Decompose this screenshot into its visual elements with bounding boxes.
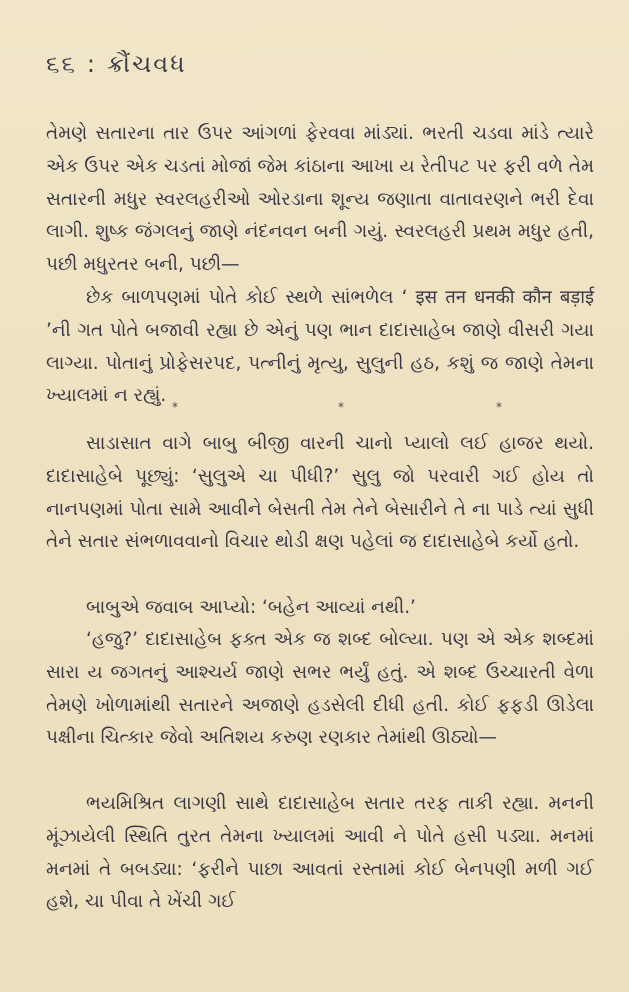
paragraph <box>46 428 594 559</box>
page-number: ૬૬ <box>46 50 77 78</box>
section-break <box>0 400 629 420</box>
paragraph-text: તેમણે સતારના તાર ઉપર આંગળાં ફેરવવા માંડ્યાં. ભરતી ચડવા માંડે ત્યારે એક ઉપર એક ચડતાં મોજાં જેમ કાંઠાના આખા ય રેતીપટ પર ફરી વળે તેમ સતારની મધુર સ્વરલહરીઓ ઓરડાના શૂન્ય જણાતા વાતાવરણને ભરી દેવા લાગી. શુષ્ક જંગલનું જાણે નંદનવન બની ગયું. સ્વરલહરી પ્રથમ મધુર હતી, પછી મધુરતર બની, પછી— <box>46 123 594 276</box>
section-break-star: * <box>338 400 344 414</box>
section-break-star: * <box>172 400 178 414</box>
paragraph <box>46 624 594 755</box>
paragraph-text: બાબુએ જવાબ આપ્યો: ‘બહેન આવ્યાં નથી.’ <box>86 597 416 618</box>
paragraph <box>46 788 594 919</box>
running-title: ક્રૌંચવધ <box>106 50 187 78</box>
paragraph <box>46 592 594 625</box>
page-header <box>46 50 187 78</box>
paragraph <box>46 118 594 282</box>
paragraph-text: ‘હજુ?’ દાદાસાહેબ ફક્ત એક જ શબ્દ બોલ્યા. પણ એ એક શબ્દમાં સારા ય જગતનું આશ્ચર્ય જાણે સભર ભર્યું હતું. એ શબ્દ ઉચ્ચારતી વેળા તેમણે ખોળામાંથી સતારને અજાણે હડસેલી દીધી હતી. કોઈ ફફડી ઊડેલા પક્ષીના ચિત્કાર જેવો અતિશય કરુણ રણકાર તેમાંથી ઊઠ્યો— <box>46 629 594 749</box>
paragraph-text: છેક બાળપણમાં પોતે કોઈ સ્થળે સાંભળેલ ‘ इस तन धनकी कौन बड़ाई ’ની ગત પોતે બજાવી રહ્યા છે એનું પણ ભાન દાદાસાહેબ જાણે વીસરી ગયા લાગ્યા. પોતાનું પ્રોફેસરપદ, પત્નીનું મૃત્યુ, સુલુની હઠ, કશું જ જાણે તેમના ખ્યાલમાં ન રહ્યું. <box>46 287 594 407</box>
header-separator: : <box>86 50 97 78</box>
paragraph <box>46 282 594 413</box>
paragraph-text: ભયમિશ્રિત લાગણી સાથે દાદાસાહેબ સતાર તરફ તાકી રહ્યા. મનની મૂંઝાયેલી સ્થિતિ તુરત તેમના ખ્યાલમાં આવી ને પોતે હસી પડ્યા. મનમાં મનમાં તે બબડ્યા: ‘ફરીને પાછા આવતાં રસ્તામાં કોઈ બેનપણી મળી ગઈ હશે, ચા પીવા તે ખેંચી ગઈ <box>46 793 594 913</box>
section-break-star: * <box>496 400 502 414</box>
paragraph-text: સાડાસાત વાગે બાબુ બીજી વારની ચાનો પ્યાલો લઈ હાજર થયો. દાદાસાહેબે પૂછ્યું: ‘સુલુએ ચા પીધી?’ સુલુ જો પરવારી ગઈ હોય તો નાનપણમાં પોતા સામે આવીને બેસતી તેમ તેને બેસારીને તે ના પાડે ત્યાં સુધી તેને સતાર સંભળાવવાનો વિચાર થોડી ક્ષણ પહેલાં જ દાદાસાહેબે કર્યો હતો. <box>46 433 594 553</box>
